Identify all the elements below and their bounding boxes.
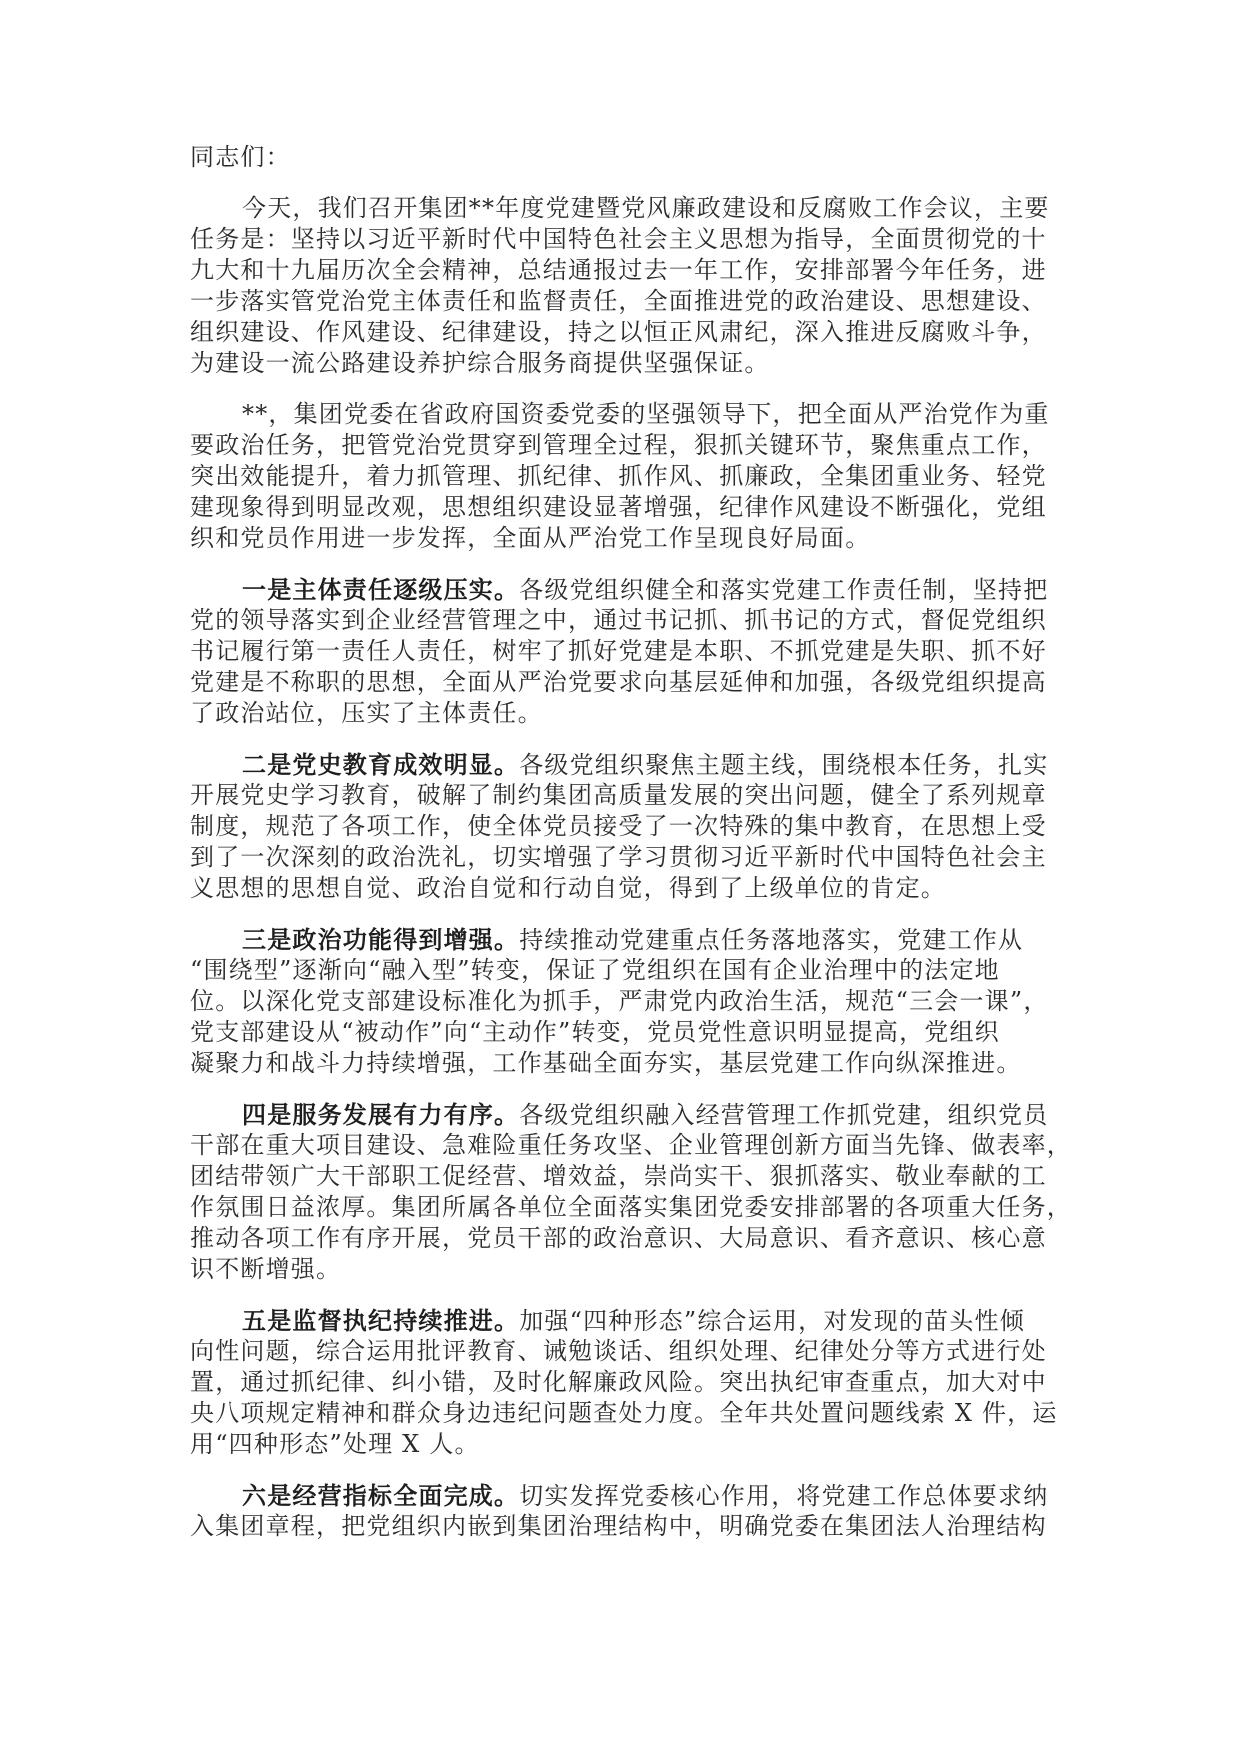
paragraph-line: **，集团党委在省政府国资委党委的坚强领导下，把全面从严治党作为重 <box>242 400 1050 428</box>
point-heading: 一是主体责任逐级压实。 <box>242 575 520 604</box>
paragraph-line: 九大和十九届历次全会精神，总结通报过去一年工作，安排部署今年任务，进 <box>190 256 1047 284</box>
paragraph-line <box>190 1305 1050 1336</box>
paragraph-line <box>190 749 1050 780</box>
paragraph-line: 了政治站位，压实了主体责任。 <box>190 699 543 727</box>
paragraph-line: 为建设一流公路建设养护综合服务商提供坚强保证。 <box>190 349 770 377</box>
paragraph-line: 推动各项工作有序开展，党员干部的政治意识、大局意识、看齐意识、核心意 <box>190 1224 1047 1252</box>
paragraph-line: 任务是：坚持以习近平新时代中国特色社会主义思想为指导，全面贯彻党的十 <box>190 225 1047 253</box>
paragraph-line: 团结带领广大干部职工促经营、增效益，崇尚实干、狠抓落实、敬业奉献的工 <box>190 1162 1047 1190</box>
point-text: 加强“四种形态”综合运用，对发现的苗头性倾 <box>519 1307 1025 1335</box>
paragraph-point-4 <box>190 1099 1072 1285</box>
paragraph-line: 义思想的思想自觉、政治自觉和行动自觉，得到了上级单位的肯定。 <box>190 874 946 902</box>
paragraph-point-6 <box>190 1480 1050 1542</box>
paragraph-summary <box>190 399 1050 554</box>
paragraph-line: 组织建设、作风建设、纪律建设，持之以恒正风肃纪，深入推进反腐败斗争， <box>190 318 1047 346</box>
paragraph-line: 凝聚力和战斗力持续增强，工作基础全面夯实，基层党建工作向纵深推进。 <box>190 1049 1022 1077</box>
paragraph-line: 一步落实管党治党主体责任和监督责任，全面推进党的政治建设、思想建设、 <box>190 287 1047 315</box>
point-heading: 二是党史教育成效明显。 <box>242 750 520 779</box>
paragraph-intro <box>190 193 1050 379</box>
paragraph-line: 到了一次深刻的政治洗礼，切实增强了学习贯彻习近平新时代中国特色社会主 <box>190 843 1047 871</box>
paragraph-line: 建现象得到明显改观，思想组织建设显著增强，纪律作风建设不断强化，党组 <box>190 493 1047 521</box>
paragraph-line: 干部在重大项目建设、急难险重任务攻坚、企业管理创新方面当先锋、做表率， <box>190 1131 1072 1159</box>
document-page <box>190 142 1072 1562</box>
paragraph-line: 织和党员作用进一步发挥，全面从严治党工作呈现良好局面。 <box>190 524 871 552</box>
paragraph-line: 央八项规定精神和群众身边违纪问题查处力度。全年共处置问题线索 X 件，运 <box>190 1399 1058 1427</box>
paragraph-line: 突出效能提升，着力抓管理、抓纪律、抓作风、抓廉政，全集团重业务、轻党 <box>190 462 1047 490</box>
paragraph-line <box>190 924 1050 955</box>
paragraph-line <box>190 1099 1050 1130</box>
paragraph-line <box>190 1480 1050 1511</box>
point-text: 切实发挥党委核心作用，将党建工作总体要求纳 <box>519 1482 1049 1510</box>
point-heading: 五是监督执纪持续推进。 <box>242 1306 520 1335</box>
paragraph-line: 书记履行第一责任人责任，树牢了抓好党建是本职、不抓党建是失职、抓不好 <box>190 637 1047 665</box>
point-text: 各级党组织融入经营管理工作抓党建，组织党员 <box>519 1101 1049 1129</box>
paragraph-line: 作氛围日益浓厚。集团所属各单位全面落实集团党委安排部署的各项重大任务， <box>190 1193 1072 1221</box>
paragraph-line: 位。以深化党支部建设标准化为抓手，严肃党内政治生活，规范“三会一课”， <box>190 987 1049 1015</box>
paragraph-point-3 <box>190 924 1050 1079</box>
paragraph-line <box>190 574 1050 605</box>
point-heading: 三是政治功能得到增强。 <box>242 925 520 954</box>
greeting: 同志们： <box>190 143 291 171</box>
paragraph-line: 入集团章程，把党组织内嵌到集团治理结构中，明确党委在集团法人治理结构 <box>190 1512 1047 1540</box>
paragraph-line: 识不断增强。 <box>190 1255 342 1283</box>
paragraph-line: “围绕型”逐渐向“融入型”转变，保证了党组织在国有企业治理中的法定地 <box>190 956 1000 984</box>
paragraph-line: 党建是不称职的思想，全面从严治党要求向基层延伸和加强，各级党组织提高 <box>190 668 1047 696</box>
point-heading: 四是服务发展有力有序。 <box>242 1100 520 1129</box>
paragraph-line: 制度，规范了各项工作，使全体党员接受了一次特殊的集中教育，在思想上受 <box>190 812 1047 840</box>
paragraph-line: 党的领导落实到企业经营管理之中，通过书记抓、抓书记的方式，督促党组织 <box>190 606 1047 634</box>
paragraph-line: 向性问题，综合运用批评教育、诫勉谈话、组织处理、纪律处分等方式进行处 <box>190 1337 1047 1365</box>
paragraph-line: 置，通过抓纪律、纠小错，及时化解廉政风险。突出执纪审查重点，加大对中 <box>190 1368 1047 1396</box>
paragraph-line: 党支部建设从“被动作”向“主动作”转变，党员党性意识明显提高，党组织 <box>190 1018 1000 1046</box>
paragraph-line: 要政治任务，把管党治党贯穿到管理全过程，狠抓关键环节，聚焦重点工作， <box>190 431 1047 459</box>
paragraph-point-2 <box>190 749 1050 904</box>
point-heading: 六是经营指标全面完成。 <box>242 1481 520 1510</box>
paragraph-point-1 <box>190 574 1050 729</box>
paragraph-line: 开展党史学习教育，破解了制约集团高质量发展的突出问题，健全了系列规章 <box>190 781 1047 809</box>
point-text: 各级党组织聚焦主题主线，围绕根本任务，扎实 <box>519 751 1049 779</box>
paragraph-point-5 <box>190 1305 1058 1460</box>
point-text: 各级党组织健全和落实党建工作责任制，坚持把 <box>519 576 1049 604</box>
paragraph-line: 用“四种形态”处理 X 人。 <box>190 1430 480 1458</box>
point-text: 持续推动党建重点任务落地落实，党建工作从 <box>519 926 1024 954</box>
paragraph-line: 今天，我们召开集团**年度党建暨党风廉政建设和反腐败工作会议，主要 <box>242 194 1050 222</box>
